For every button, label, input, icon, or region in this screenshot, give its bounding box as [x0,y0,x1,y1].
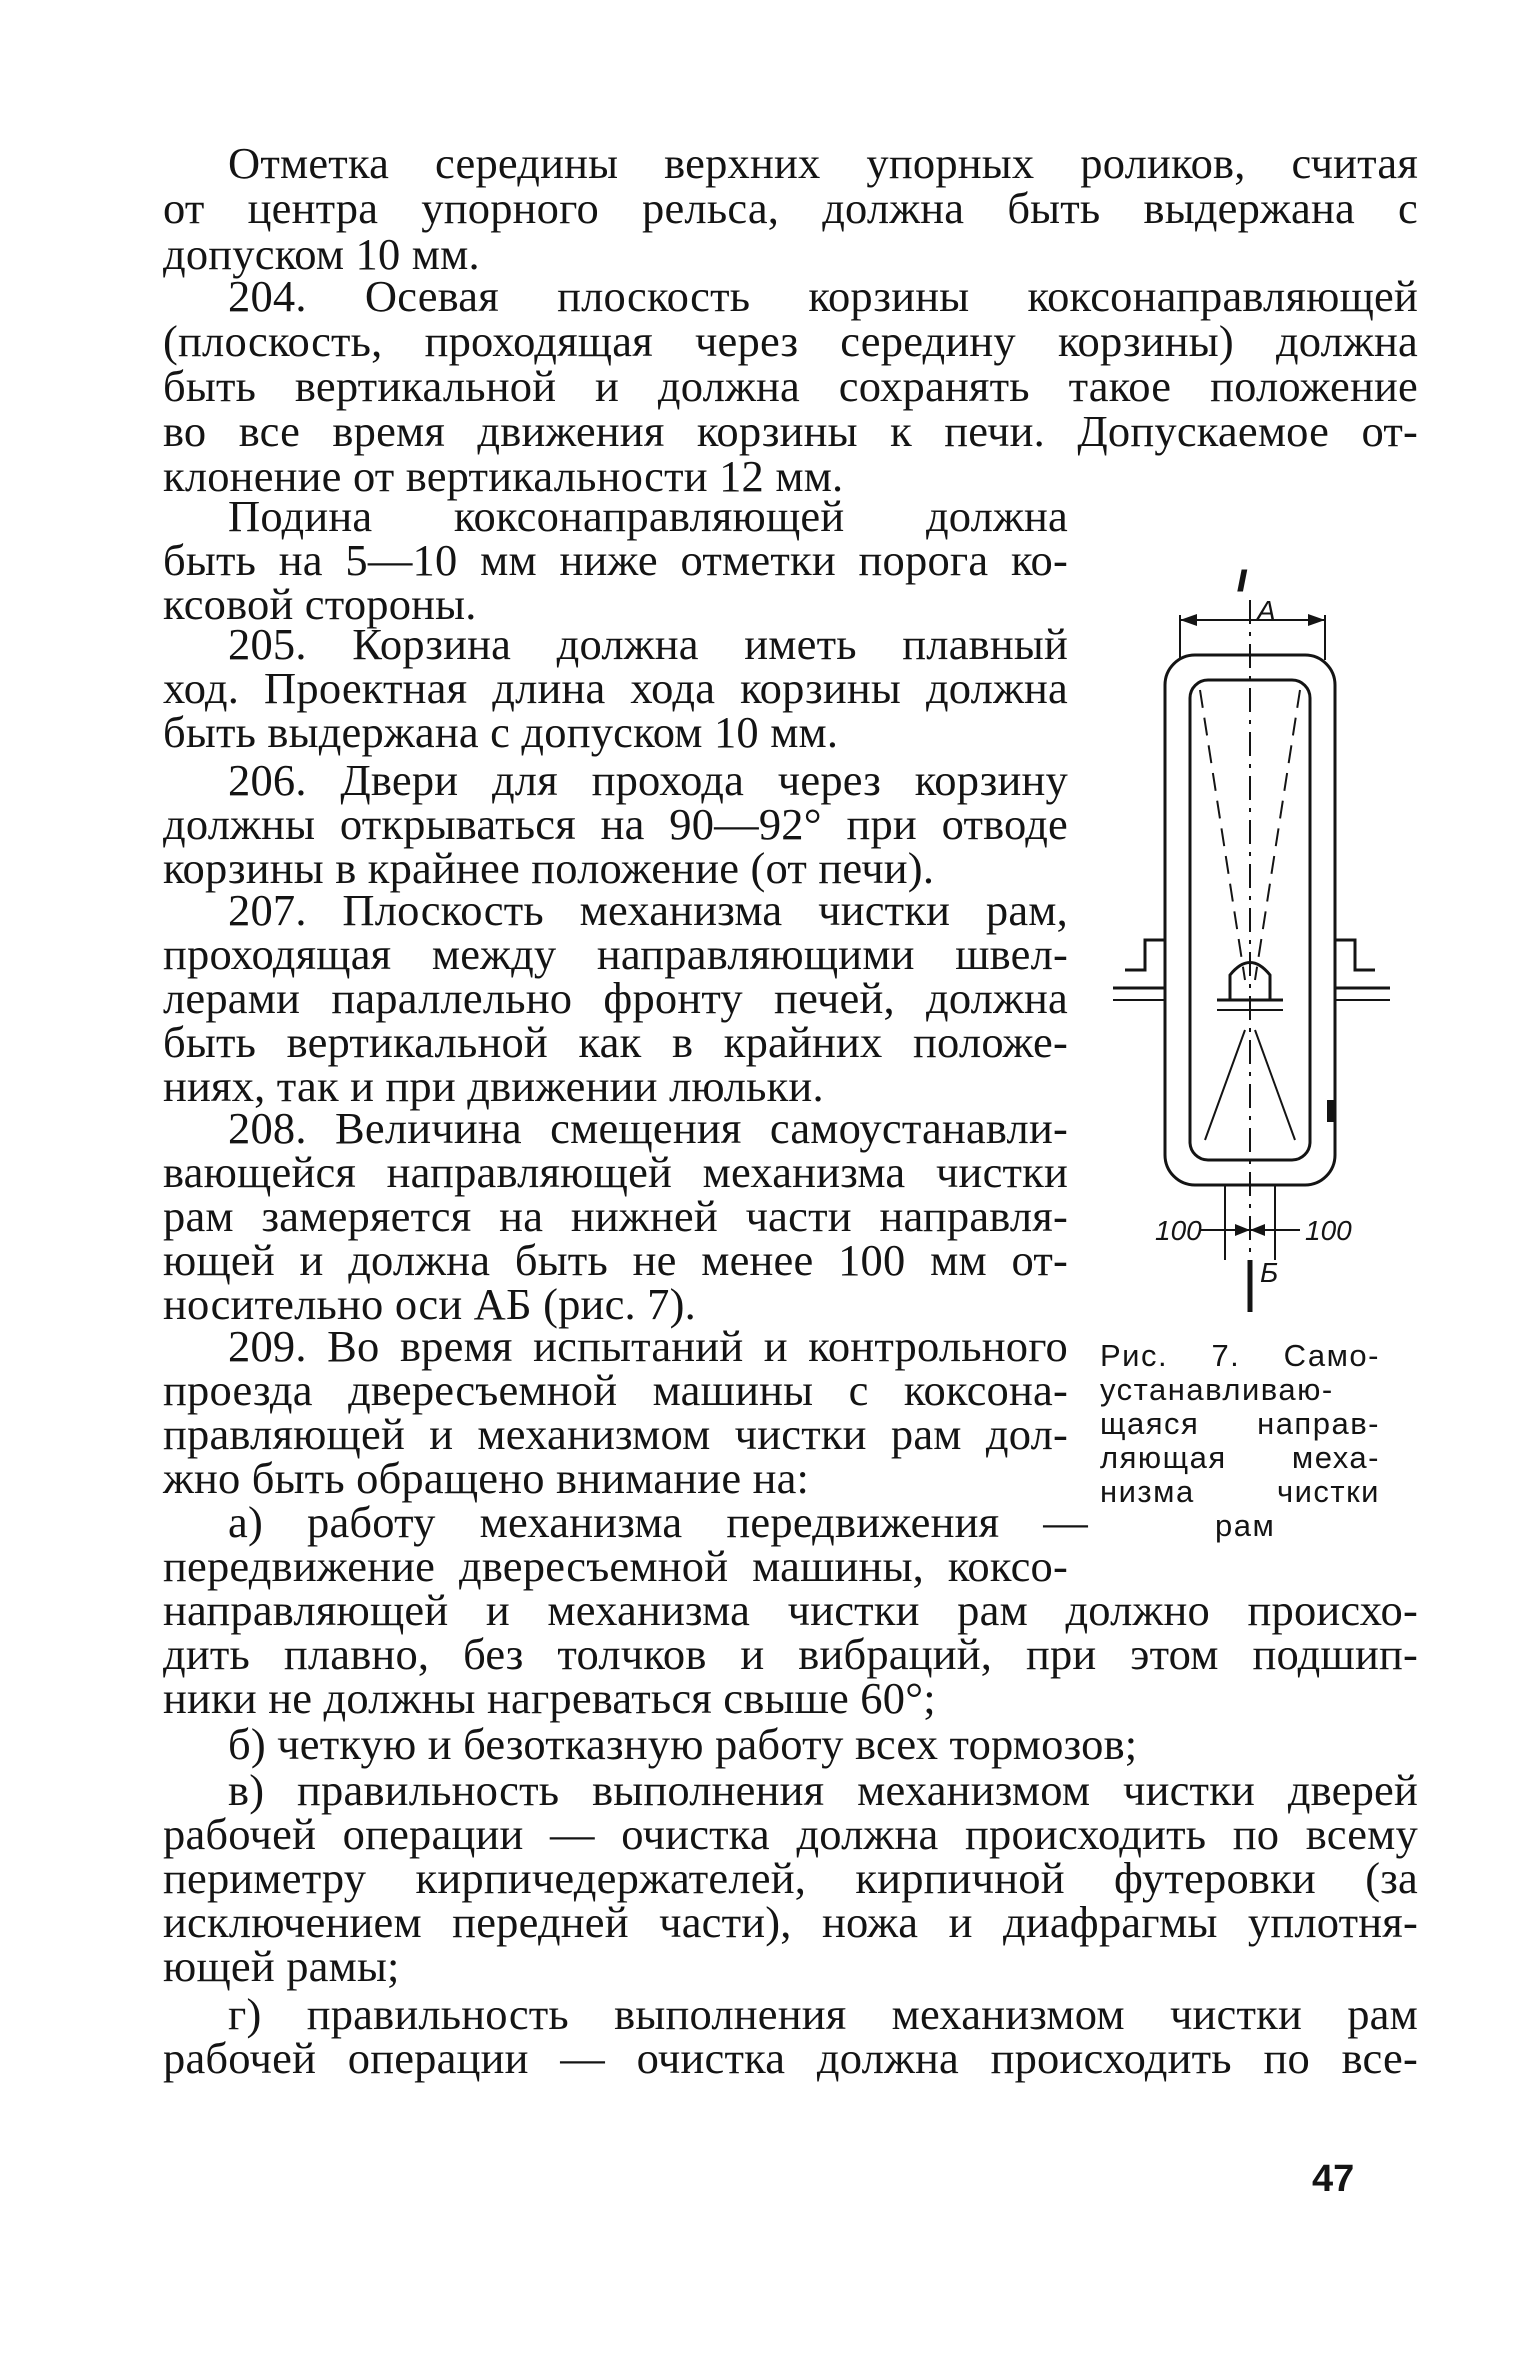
figure-7 [1105,560,1395,1320]
figure-label-i: I [1238,565,1246,596]
text-line: ход. Проектная длина хода корзины должна [163,663,1068,713]
figure-label-b: Б [1260,1257,1279,1288]
figure-7-drawing [1105,560,1395,1320]
text-line: проходящая между направляющими швел- [163,929,1068,979]
text-line: рабочей операции — очистка должна происходить по все- [163,2033,1418,2083]
text-line: клонение от вертикальности 12 мм. [163,451,844,501]
text-line: а) работу механизма передвижения — [228,1497,1088,1547]
text-line: правляющей и механизмом чистки рам дол- [163,1409,1068,1459]
text-line: 206. Двери для прохода через корзину [228,755,1068,805]
page-number: 47 [1312,2158,1355,2200]
text-line: ксовой стороны. [163,579,477,629]
text-line: 208. Величина смещения самоустанавли- [228,1103,1068,1153]
text-line: должны открываться на 90—92° при отводе [163,799,1068,849]
text-line: быть на 5—10 мм ниже отметки порога ко- [163,535,1068,585]
text-line: носительно оси АБ (рис. 7). [163,1279,696,1329]
text-line: направляющей и механизма чистки рам должно происхо- [163,1585,1418,1635]
text-line: дить плавно, без толчков и вибраций, при этом подшип- [163,1629,1418,1679]
figure-dimension-right: 100 [1305,1215,1352,1246]
text-line: быть вертикальной и должна сохранять такое положение [163,361,1418,411]
text-line: допуском 10 мм. [163,229,480,279]
text-line: ющей рамы; [163,1941,400,1991]
text-line: корзины в крайнее положение (от печи). [163,843,935,893]
text-line: лерами параллельно фронту печей, должна [163,973,1068,1023]
text-line: ниях, так и при движении люльки. [163,1061,824,1111]
text-line: Отметка середины верхних упорных роликов, считая [228,138,1418,188]
text-line: во все время движения корзины к печи. Допускаемое от- [163,406,1418,456]
text-line: ники не должны нагреваться свыше 60°; [163,1673,936,1723]
caption-line: ляющая меха- [1100,1440,1380,1475]
figure-dimension-left: 100 [1155,1215,1202,1246]
text-line: (плоскость, проходящая через середину корзины) должна [163,316,1418,366]
figure-label-a: А [1257,595,1276,626]
text-line: 205. Корзина должна иметь плавный [228,619,1068,669]
text-line: 207. Плоскость механизма чистки рам, [228,885,1068,935]
caption-line: Рис. 7. Само- [1100,1338,1380,1373]
text-line: проезда двересъемной машины с коксона- [163,1365,1068,1415]
text-line: 204. Осевая плоскость корзины коксонаправляющей [228,271,1418,321]
caption-line: рам [1215,1508,1276,1543]
text-line: г) правильность выполнения механизмом чистки рам [228,1989,1418,2039]
text-line: б) четкую и безотказную работу всех тормозов; [228,1719,1138,1769]
text-line: ющей и должна быть не менее 100 мм от- [163,1235,1068,1285]
text-line: жно быть обращено внимание на: [163,1453,810,1503]
text-line: вающейся направляющей механизма чистки [163,1147,1068,1197]
text-line: рабочей операции — очистка должна происходить по всему [163,1809,1418,1859]
text-line: быть вертикальной как в крайних положе- [163,1017,1068,1067]
caption-line: низма чистки [1100,1474,1380,1509]
text-line: в) правильность выполнения механизмом чистки дверей [228,1765,1418,1815]
text-line: Подина коксонаправляющей должна [228,491,1068,541]
text-line: периметру кирпичедержателей, кирпичной футеровки (за [163,1853,1418,1903]
text-line: рам замеряется на нижней части направля- [163,1191,1068,1241]
text-line: исключением передней части), ножа и диафрагмы уплотня- [163,1897,1418,1947]
text-line: быть выдержана с допуском 10 мм. [163,707,839,757]
text-line: передвижение двересъемной машины, коксо- [163,1541,1068,1591]
caption-line: устанавливаю- [1100,1372,1334,1407]
caption-line: щаяся направ- [1100,1406,1380,1441]
text-line: 209. Во время испытаний и контрольного [228,1321,1068,1371]
text-line: от центра упорного рельса, должна быть выдержана с [163,183,1418,233]
